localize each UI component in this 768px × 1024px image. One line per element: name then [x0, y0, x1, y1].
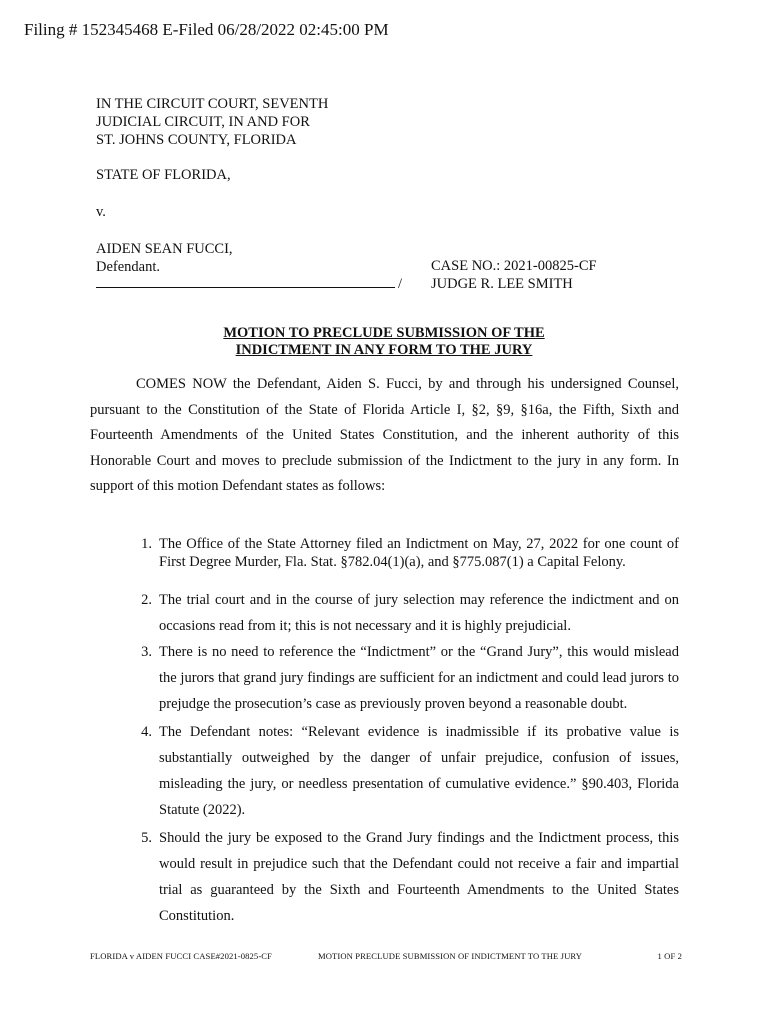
item-text: The Defendant notes: “Relevant evidence is inadmissible if its probative value is substantially outweighed by the danger of unfair prejudice, confusion of issues, misleading the jury, or needless presentation of cumulative evidence.” §90.403, Florida Statute (2022). — [159, 724, 679, 818]
court-line: ST. JOHNS COUNTY, FLORIDA — [96, 132, 297, 148]
intro-paragraph: COMES NOW the Defendant, Aiden S. Fucci, by and through his undersigned Counsel, pursuant to the Constitution of the State of Florida Article I, §2, §9, §16a, the Fifth, Sixth and Fourteenth Amendments of the United States Constitution, and the inherent authority of this Honorable Court and moves to preclude submission of the Indictment to the jury in any form. In support of this motion Defendant states as follows: — [90, 376, 679, 494]
motion-title-line-1: MOTION TO PRECLUDE SUBMISSION OF THE — [223, 325, 545, 341]
court-line: JUDICIAL CIRCUIT, IN AND FOR — [96, 114, 310, 130]
item-number: 5. — [141, 830, 152, 846]
page-footer — [90, 951, 682, 965]
item-number: 2. — [141, 592, 152, 608]
item-text: The trial court and in the course of jury selection may reference the indictment and on occasions read from it; this is not necessary and it is highly prejudicial. — [159, 592, 679, 634]
court-caption — [96, 95, 328, 149]
defendant-label: Defendant. — [96, 259, 161, 275]
footer-case-reference: FLORIDA v AIDEN FUCCI CASE#2021-0825-CF — [90, 951, 272, 961]
judge-name: JUDGE R. LEE SMITH — [431, 276, 573, 292]
item-text: Should the jury be exposed to the Grand Jury findings and the Indictment process, this would result in prejudice such that the Defendant could not receive a fair and impartial trial as guaranteed by the Sixth and Fourteenth Amendments to the United States Constitution. — [159, 830, 679, 924]
case-number: CASE NO.: 2021-00825-CF — [431, 258, 597, 274]
footer-page-number: 1 OF 2 — [657, 951, 682, 961]
filing-header: Filing # 152345468 E-Filed 06/28/2022 02:45:00 PM — [24, 20, 389, 39]
item-number: 3. — [141, 644, 152, 660]
item-number: 4. — [141, 724, 152, 740]
item-text: There is no need to reference the “Indictment” or the “Grand Jury”, this would mislead the jurors that grand jury findings are sufficient for an indictment and could lead jurors to prejudge the prosecution’s case as previously proven beyond a reasonable doubt. — [159, 644, 679, 712]
footer-document-title: MOTION PRECLUDE SUBMISSION OF INDICTMENT TO THE JURY — [318, 951, 583, 961]
item-text: The Office of the State Attorney filed an Indictment on May, 27, 2022 for one count of First Degree Murder, Fla. Stat. §782.04(1)(a), and §775.087(1) a Capital Felony. — [159, 536, 679, 570]
defendant-name: AIDEN SEAN FUCCI, — [96, 241, 233, 257]
court-line: IN THE CIRCUIT COURT, SEVENTH — [96, 96, 329, 112]
caption-slash: / — [398, 276, 403, 292]
caption-divider-line — [96, 287, 395, 288]
motion-title-line-2: INDICTMENT IN ANY FORM TO THE JURY — [235, 342, 533, 358]
versus-label: v. — [96, 204, 106, 220]
item-number: 1. — [141, 536, 152, 552]
plaintiff-name: STATE OF FLORIDA, — [96, 167, 231, 183]
